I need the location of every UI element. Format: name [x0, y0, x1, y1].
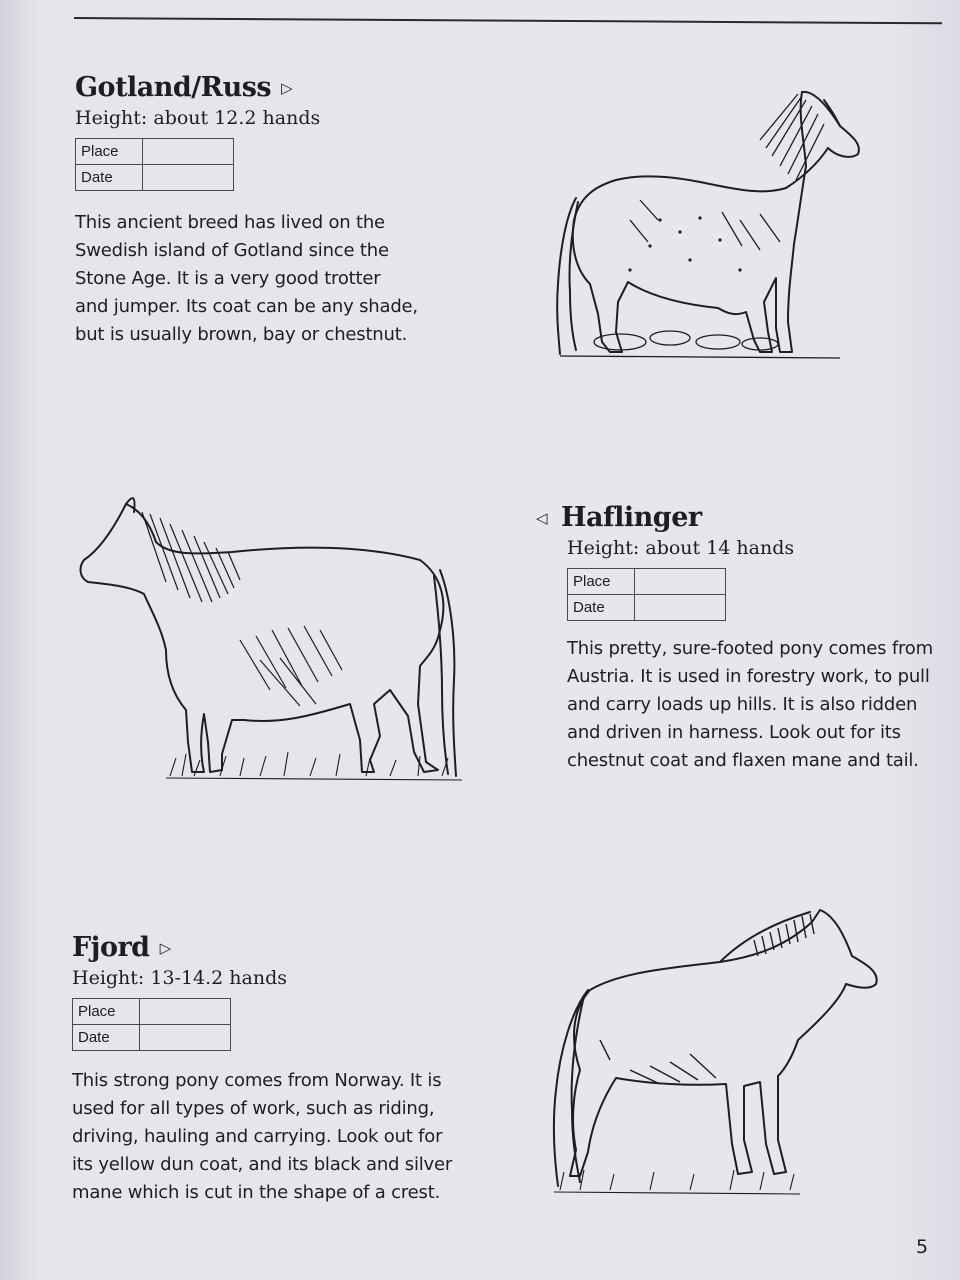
haflinger-horse-illustration — [70, 490, 470, 790]
entry-gotland — [75, 72, 418, 349]
entry-height: Height: about 12.2 hands — [75, 107, 321, 129]
arrow-right-icon: ▷ — [281, 79, 293, 97]
entry-height: Height: 13-14.2 hands — [72, 967, 288, 989]
entry-description: This strong pony comes from Norway. It is used for all types of work, such as riding, driving, hauling and carrying. Look out for its yellow dun coat, and its black and silver mane which is cut in the shape of a crest. — [72, 1070, 453, 1203]
place-label: Place — [73, 999, 140, 1025]
place-label: Place — [568, 569, 635, 595]
place-field[interactable] — [635, 569, 726, 595]
entry-haflinger — [536, 502, 933, 775]
horse-drawing — [540, 900, 890, 1200]
place-field[interactable] — [143, 139, 234, 165]
date-label: Date — [73, 1025, 140, 1051]
entry-details — [567, 536, 933, 775]
date-field[interactable] — [635, 595, 726, 621]
entry-title: Gotland/Russ ▷ — [75, 72, 293, 103]
horse-drawing — [540, 70, 880, 380]
entry-description: This pretty, sure-footed pony comes from Austria. It is used in forestry work, to pull and carry loads up hills. It is also ridden and driven in harness. Look out for its chestnut coat and flaxen mane and tail. — [567, 638, 933, 771]
date-label: Date — [568, 595, 635, 621]
horse-drawing — [70, 490, 470, 790]
fjord-horse-illustration — [540, 900, 890, 1200]
page-number: 5 — [916, 1236, 929, 1258]
entry-description: This ancient breed has lived on the Swedish island of Gotland since the Stone Age. It is a very good trotter and jumper. Its coat can be any shade, but is usually brown, bay or chestnut. — [75, 212, 418, 345]
arrow-left-icon: ◁ — [536, 509, 548, 527]
place-field[interactable] — [140, 999, 231, 1025]
entry-fjord — [72, 932, 452, 1207]
sighting-log — [567, 568, 726, 621]
date-field[interactable] — [140, 1025, 231, 1051]
entry-title: ◁ Haflinger — [536, 502, 702, 533]
place-label: Place — [76, 139, 143, 165]
gotland-horse-illustration — [540, 70, 880, 380]
arrow-right-icon: ▷ — [159, 939, 171, 957]
date-label: Date — [76, 165, 143, 191]
sighting-log — [75, 138, 234, 191]
sighting-log — [72, 998, 231, 1051]
entry-height: Height: about 14 hands — [567, 537, 795, 559]
entry-title: Fjord ▷ — [72, 932, 171, 963]
date-field[interactable] — [143, 165, 234, 191]
